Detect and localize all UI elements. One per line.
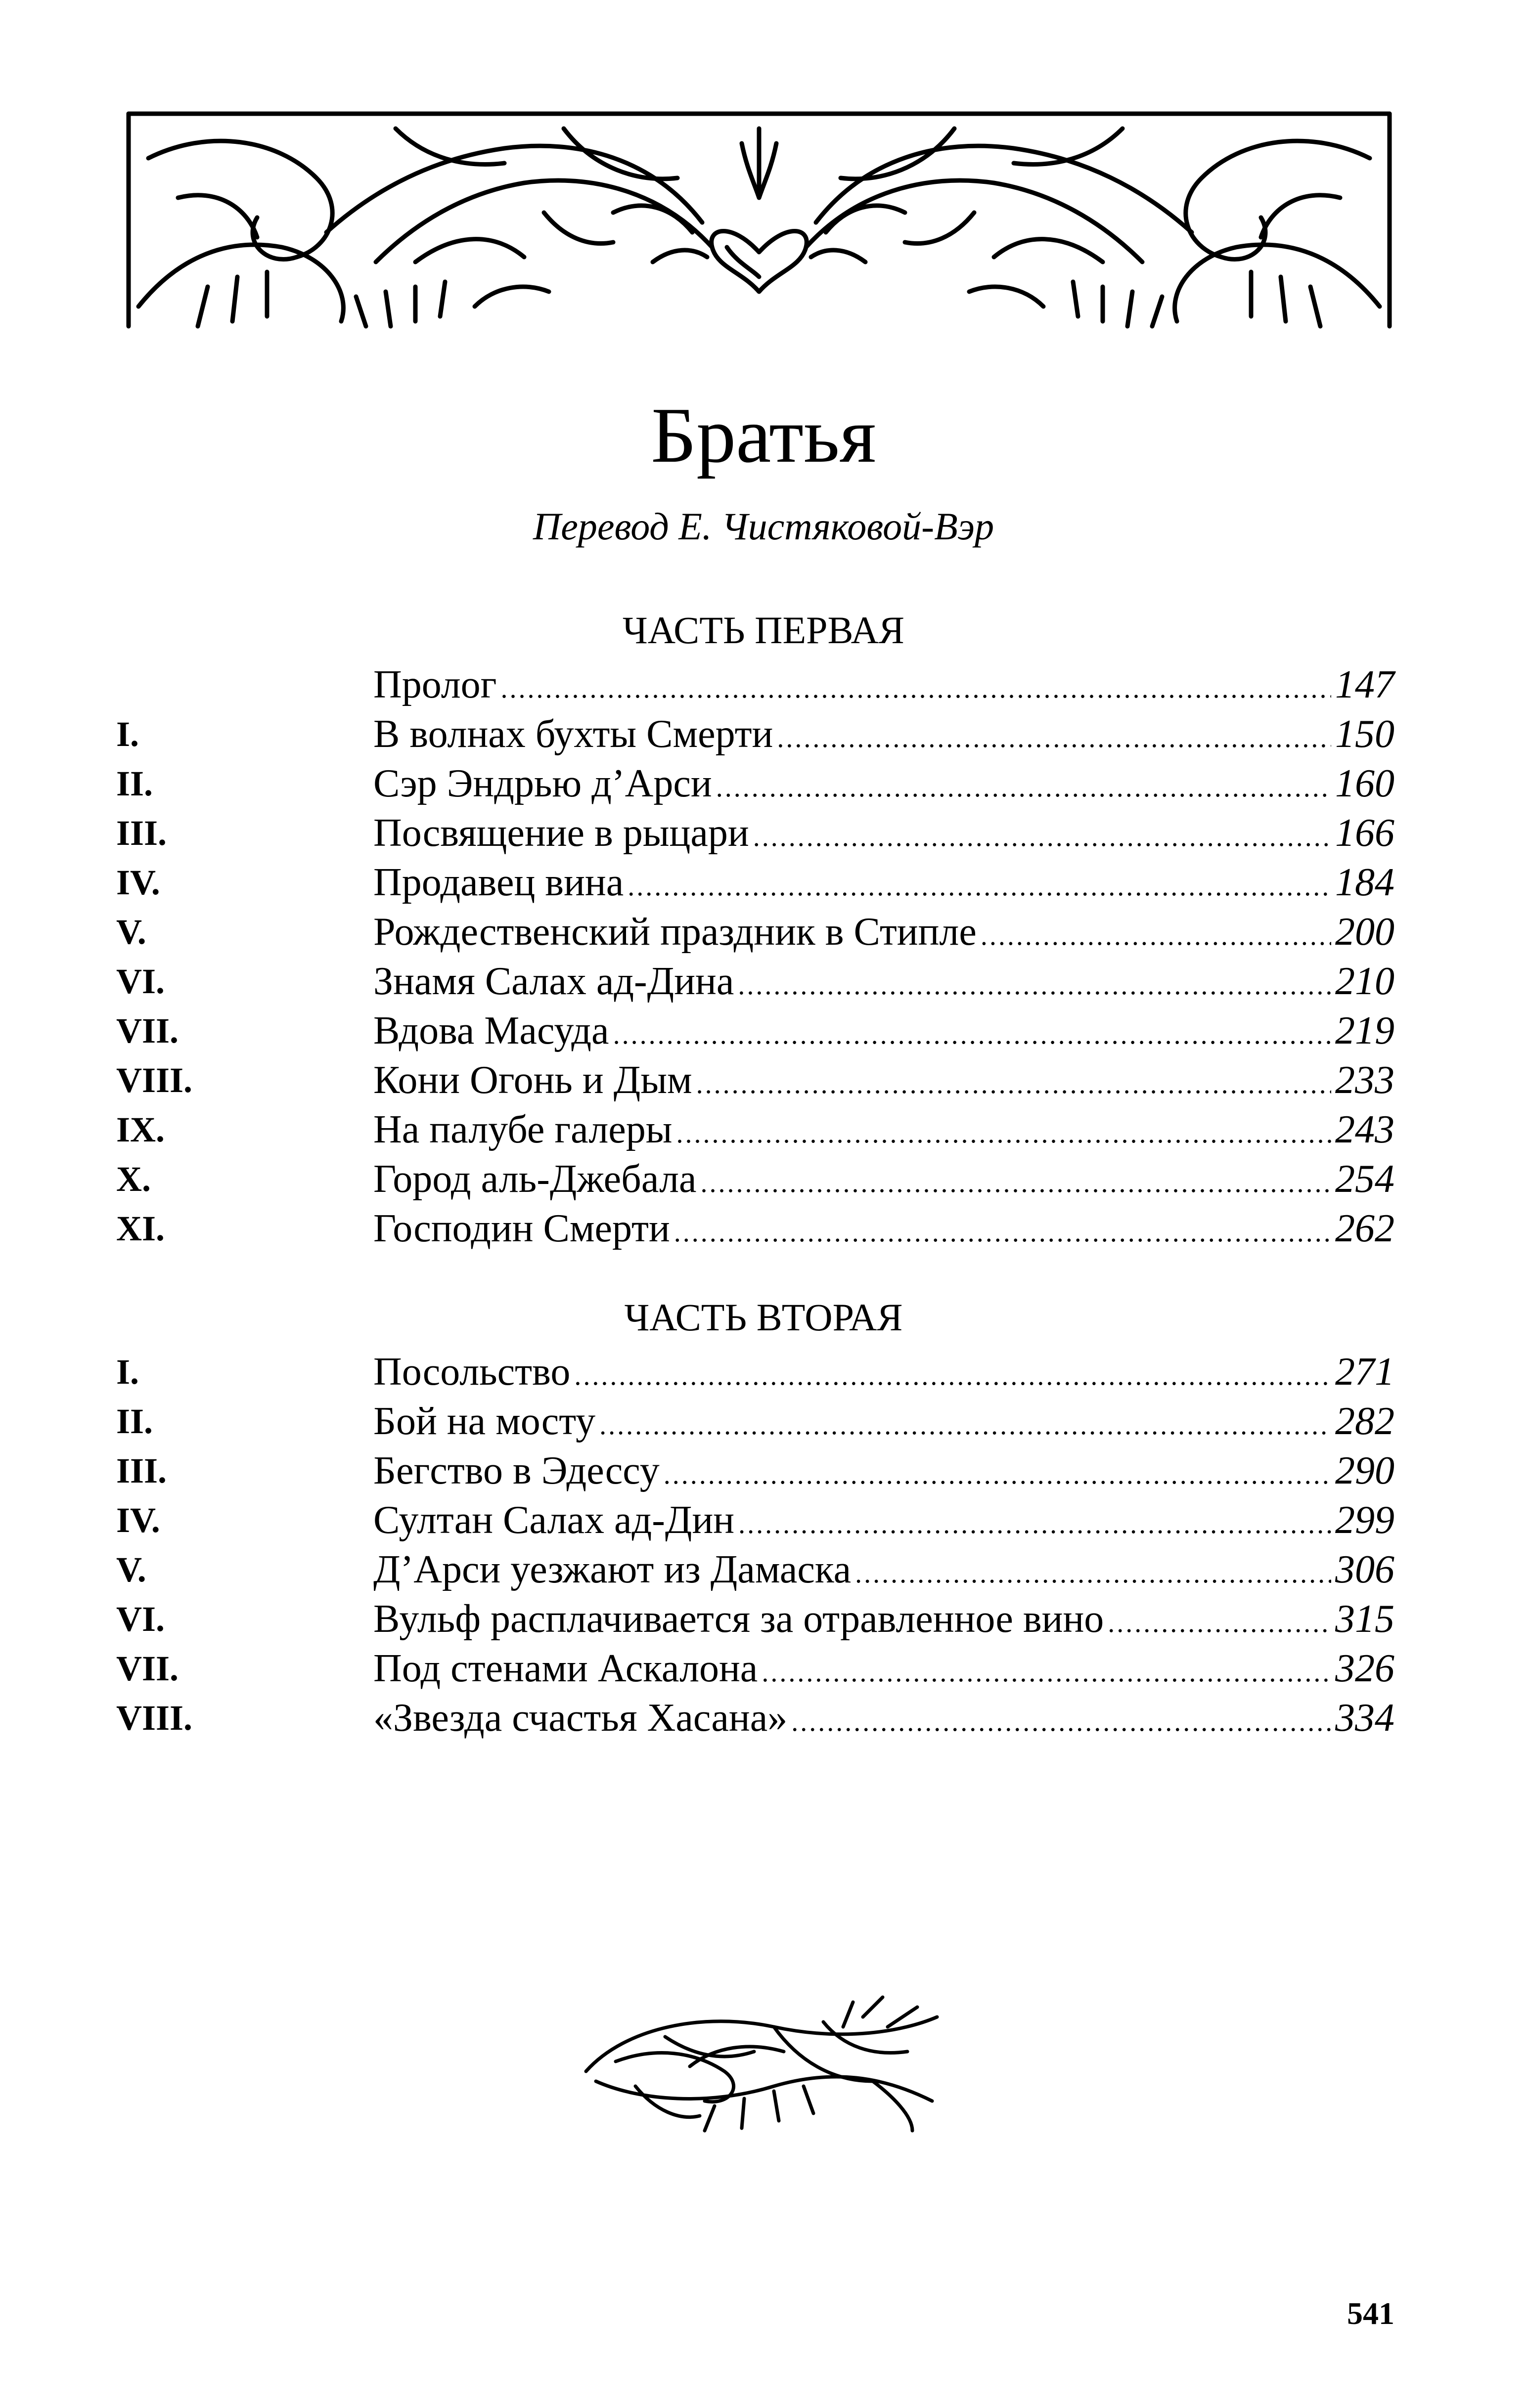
chapter-title: Под стенами Аскалона (373, 1647, 758, 1690)
chapter-title: Вдова Масуда (373, 1009, 609, 1052)
chapter-number: I. (116, 714, 139, 754)
dot-leader (613, 1010, 1331, 1059)
page-number: 147 (1335, 663, 1394, 706)
chapter-title: Продавец вина (373, 861, 624, 904)
page-number: 219 (1335, 1009, 1394, 1052)
dot-leader (664, 1450, 1331, 1499)
toc-entry (0, 957, 1527, 1006)
page-number: 262 (1335, 1207, 1394, 1250)
dot-leader (762, 1648, 1331, 1697)
chapter-number: III. (116, 813, 167, 853)
toc-entry (0, 808, 1527, 858)
toc-entry (0, 660, 1527, 709)
dot-leader (628, 862, 1331, 911)
chapter-title: Бегство в Эдессу (373, 1449, 660, 1492)
chapter-number: IX. (116, 1110, 165, 1149)
page-number: 166 (1335, 811, 1394, 855)
dot-leader (1108, 1598, 1331, 1648)
page-number: 210 (1335, 960, 1394, 1003)
page-number: 334 (1335, 1696, 1394, 1740)
toc-entry (0, 1594, 1527, 1644)
dot-leader (676, 1109, 1331, 1158)
chapter-number: V. (116, 1550, 146, 1589)
page-number: 233 (1335, 1058, 1394, 1102)
chapter-title: Сэр Эндрью д’Арси (373, 762, 712, 805)
part-heading-second: ЧАСТЬ ВТОРАЯ (624, 1296, 903, 1339)
page-number: 326 (1335, 1647, 1394, 1690)
toc-entry (0, 709, 1527, 759)
page-number: 184 (1335, 861, 1394, 904)
dot-leader (981, 911, 1331, 961)
dot-leader (777, 713, 1331, 763)
dot-leader (696, 1059, 1331, 1109)
toc-part-first (0, 660, 1527, 1253)
chapter-number: VIII. (116, 1060, 193, 1100)
toc-entry (0, 1644, 1527, 1693)
dot-leader (753, 812, 1331, 862)
toc-entry (0, 1055, 1527, 1105)
page-folio: 541 (1347, 2296, 1394, 2331)
chapter-title: На палубе галеры (373, 1108, 673, 1151)
chapter-number: III. (116, 1451, 167, 1490)
toc-entry (0, 1347, 1527, 1397)
toc-entry (0, 1204, 1527, 1253)
dot-leader (855, 1549, 1331, 1598)
toc-entry (0, 1495, 1527, 1545)
translator-credit: Перевод Е. Чистяковой-Вэр (533, 505, 994, 548)
chapter-title: Посольство (373, 1350, 571, 1394)
toc-entry (0, 1006, 1527, 1055)
dot-leader (738, 961, 1331, 1010)
floral-ornament-icon (119, 99, 1399, 331)
dot-leader (674, 1208, 1331, 1257)
chapter-title: Город аль-Джебала (373, 1157, 697, 1201)
chapter-number: II. (116, 764, 153, 803)
dot-leader (574, 1351, 1331, 1401)
page-number: 306 (1335, 1548, 1394, 1591)
page-number: 254 (1335, 1157, 1394, 1201)
chapter-number: VI. (116, 962, 165, 1001)
page-number: 315 (1335, 1597, 1394, 1641)
chapter-number: V. (116, 912, 146, 952)
page-number: 299 (1335, 1498, 1394, 1542)
page-number: 271 (1335, 1350, 1394, 1394)
chapter-title: Рождественский праздник в Стипле (373, 910, 977, 954)
chapter-title: Посвящение в рыцари (373, 811, 749, 855)
chapter-title: Вульф расплачивается за отравленное вино (373, 1597, 1104, 1641)
page-number: 282 (1335, 1400, 1394, 1443)
chapter-number: VII. (116, 1011, 179, 1051)
chapter-number: X. (116, 1159, 151, 1199)
dot-leader (500, 664, 1331, 713)
dot-leader (716, 763, 1331, 812)
chapter-number: IV. (116, 863, 160, 902)
dot-leader (599, 1401, 1331, 1450)
dot-leader (791, 1697, 1331, 1747)
toc-part-second (0, 1347, 1527, 1743)
chapter-title: Знамя Салах ад-Дина (373, 960, 734, 1003)
chapter-number: IV. (116, 1500, 160, 1540)
chapter-number: XI. (116, 1209, 165, 1248)
toc-entry (0, 1545, 1527, 1594)
toc-entry (0, 907, 1527, 957)
chapter-title: В волнах бухты Смерти (373, 712, 773, 756)
chapter-title: Бой на мосту (373, 1400, 596, 1443)
dot-leader (701, 1158, 1331, 1208)
book-title: Братья (651, 391, 876, 479)
page-number: 243 (1335, 1108, 1394, 1151)
chapter-number: II. (116, 1401, 153, 1441)
toc-entry (0, 1397, 1527, 1446)
chapter-number: VII. (116, 1649, 179, 1688)
toc-entry (0, 1105, 1527, 1154)
part-heading-first: ЧАСТЬ ПЕРВАЯ (623, 609, 904, 652)
toc-entry (0, 759, 1527, 808)
chapter-title: Султан Салах ад-Дин (373, 1498, 735, 1542)
page-number: 150 (1335, 712, 1394, 756)
page-number: 200 (1335, 910, 1394, 954)
chapter-title: Пролог (373, 663, 497, 706)
page-number: 290 (1335, 1449, 1394, 1492)
dot-leader (738, 1499, 1331, 1549)
floral-vignette-icon (566, 1987, 957, 2136)
toc-entry (0, 1154, 1527, 1204)
chapter-title: Д’Арси уезжают из Дамаска (373, 1548, 852, 1591)
chapter-title: Господин Смерти (373, 1207, 670, 1250)
page-number: 160 (1335, 762, 1394, 805)
toc-entry (0, 1446, 1527, 1495)
chapter-title: «Звезда счастья Хасана» (373, 1696, 788, 1740)
toc-entry (0, 1693, 1527, 1743)
chapter-number: VI. (116, 1599, 165, 1639)
chapter-number: VIII. (116, 1698, 193, 1738)
toc-entry (0, 858, 1527, 907)
chapter-number: I. (116, 1352, 139, 1392)
chapter-title: Кони Огонь и Дым (373, 1058, 692, 1102)
